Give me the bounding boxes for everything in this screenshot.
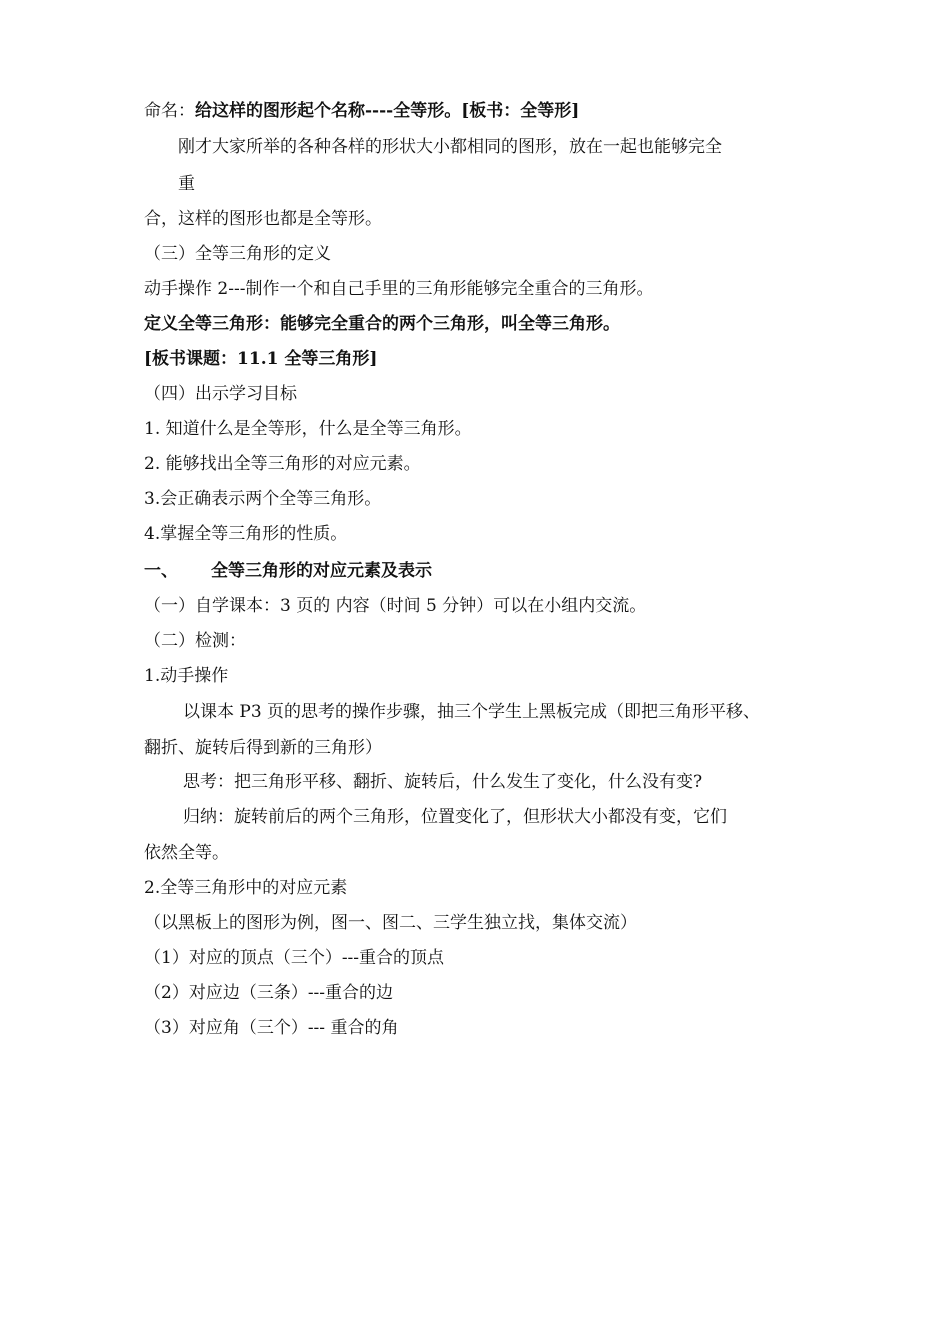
paragraph-line: 1.动手操作 <box>144 666 229 686</box>
paragraph-line: 翻折、旋转后得到新的三角形） <box>144 738 382 758</box>
list-item: （1）对应的顶点（三个）---重合的顶点 <box>144 948 445 968</box>
paragraph-line: （以黑板上的图形为例，图一、图二、三学生独立找，集体交流） <box>144 913 637 933</box>
part-number: 一、 <box>144 561 178 581</box>
goal-item: 3.会正确表示两个全等三角形。 <box>144 489 382 509</box>
list-item: （3）对应角（三个）--- 重合的角 <box>144 1018 399 1038</box>
paragraph-line: 以课本 P3 页的思考的操作步骤，抽三个学生上黑板完成（即把三角形平移、 <box>183 702 761 722</box>
board-title: [板书课题：11.1 全等三角形] <box>144 349 378 369</box>
part-title: 全等三角形的对应元素及表示 <box>211 561 432 581</box>
goal-item: 4.掌握全等三角形的性质。 <box>144 524 348 544</box>
list-item: （2）对应边（三条）---重合的边 <box>144 983 394 1003</box>
paragraph-line: 思考：把三角形平移、翻折、旋转后，什么发生了变化，什么没有变? <box>183 772 703 792</box>
section-heading: （三）全等三角形的定义 <box>144 244 331 264</box>
paragraph-line: （一）自学课本：3 页的 内容（时间 5 分钟）可以在小组内交流。 <box>144 596 647 616</box>
naming-bold-text: 给这样的图形起个名称----全等形。[板书：全等形] <box>195 101 580 121</box>
paragraph-line: 重 <box>178 174 195 194</box>
part-heading <box>144 560 432 582</box>
goal-item: 2. 能够找出全等三角形的对应元素。 <box>144 454 421 474</box>
section-heading: （二）检测： <box>144 631 246 651</box>
section-heading: （四）出示学习目标 <box>144 384 297 404</box>
naming-label: 命名： <box>144 101 195 121</box>
naming-line <box>144 100 579 122</box>
paragraph-line: 动手操作 2---制作一个和自己手里的三角形能够完全重合的三角形。 <box>144 279 654 299</box>
paragraph-line: 合，这样的图形也都是全等形。 <box>144 209 382 229</box>
paragraph-line: 依然全等。 <box>144 843 229 863</box>
paragraph-line: 归纳：旋转前后的两个三角形，位置变化了，但形状大小都没有变，它们 <box>183 807 727 827</box>
definition-text: 定义全等三角形：能够完全重合的两个三角形，叫全等三角形。 <box>144 314 620 334</box>
section-heading: 2.全等三角形中的对应元素 <box>144 878 348 898</box>
goal-item: 1. 知道什么是全等形，什么是全等三角形。 <box>144 419 472 439</box>
paragraph-line: 刚才大家所举的各种各样的形状大小都相同的图形，放在一起也能够完全 <box>178 137 722 157</box>
